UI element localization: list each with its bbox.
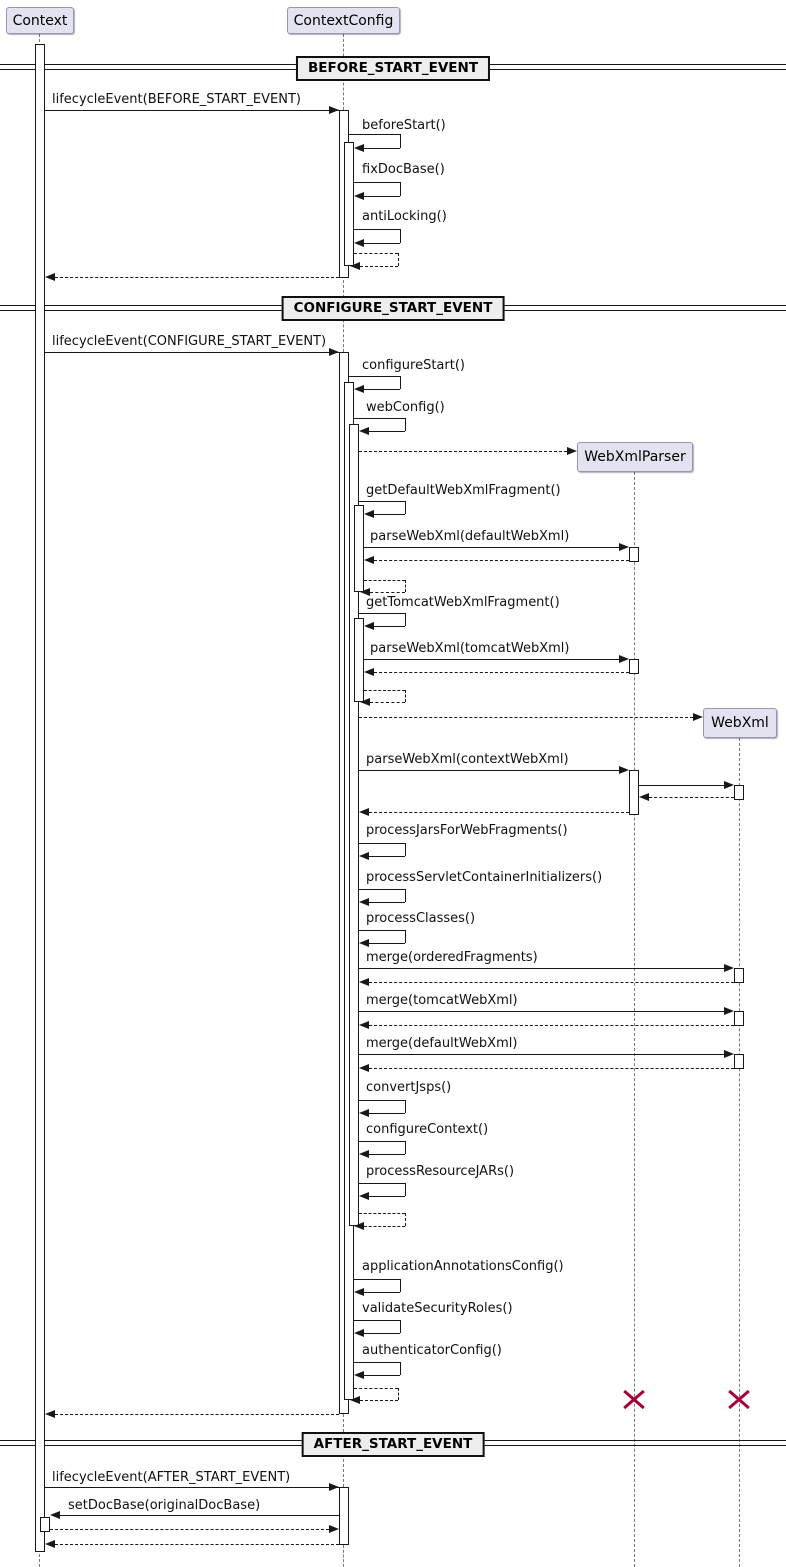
message-label: processClasses() xyxy=(366,911,476,926)
message-label: processServletContainerInitializers() xyxy=(366,870,603,885)
return-line xyxy=(369,982,734,983)
message-label: convertJsps() xyxy=(366,1080,452,1095)
return-line xyxy=(374,560,629,561)
return-line xyxy=(374,672,629,673)
self-call-line xyxy=(400,1320,401,1333)
self-call-line xyxy=(405,418,406,431)
self-call-line xyxy=(364,243,400,244)
self-call-line xyxy=(405,1141,406,1154)
self-call-line xyxy=(359,889,405,890)
participant-webxml: WebXml xyxy=(703,708,777,738)
arrowhead-right xyxy=(724,1007,734,1015)
arrowhead-right xyxy=(693,713,703,721)
activation-parser-parsetomcat xyxy=(629,659,639,674)
self-return-line xyxy=(360,266,398,267)
arrowhead-right xyxy=(724,781,734,789)
activation-webxml-parse xyxy=(734,785,744,800)
divider-before-start-event: BEFORE_START_EVENT xyxy=(296,56,490,81)
arrowhead-left xyxy=(354,1288,364,1296)
message-label: configureStart() xyxy=(362,358,465,373)
arrowhead-left xyxy=(45,273,55,281)
message-label: authenticatorConfig() xyxy=(362,1343,502,1358)
activation-parser-parsecontext xyxy=(629,770,639,815)
message-label: lifecycleEvent(BEFORE_START_EVENT) xyxy=(52,92,301,107)
self-call-line xyxy=(374,626,405,627)
return-line xyxy=(369,1068,734,1069)
self-return-line xyxy=(359,1213,405,1214)
message-label: getTomcatWebXmlFragment() xyxy=(366,595,560,610)
self-call-line xyxy=(400,182,401,196)
activation-context-setdocbase xyxy=(40,1517,50,1532)
arrowhead-left xyxy=(45,1540,55,1548)
self-call-line xyxy=(369,1113,405,1114)
self-call-line xyxy=(354,418,405,419)
activation-beforestart xyxy=(344,142,354,266)
message-label: webConfig() xyxy=(366,400,445,415)
self-call-line xyxy=(359,1183,405,1184)
self-call-line xyxy=(349,376,400,377)
message-label: beforeStart() xyxy=(362,118,446,133)
divider-configure-start-event: CONFIGURE_START_EVENT xyxy=(282,296,505,321)
self-call-line xyxy=(405,501,406,514)
self-call-line xyxy=(405,843,406,856)
arrowhead-left xyxy=(354,385,364,393)
message-label: parseWebXml(contextWebXml) xyxy=(366,752,569,767)
message-line xyxy=(359,1011,724,1012)
arrowhead-left xyxy=(364,510,374,518)
self-return-line xyxy=(405,580,406,592)
activation-webxml-mergetomcat xyxy=(734,1011,744,1026)
arrowhead-right xyxy=(329,1483,339,1491)
self-call-line xyxy=(359,930,405,931)
self-call-line xyxy=(369,431,405,432)
arrowhead-right xyxy=(619,766,629,774)
message-line xyxy=(45,110,339,111)
arrowhead-left xyxy=(354,239,364,247)
message-line xyxy=(359,968,724,969)
arrowhead-right xyxy=(567,447,577,455)
arrowhead-left xyxy=(359,1109,369,1117)
arrowhead-right xyxy=(619,543,629,551)
message-line xyxy=(639,785,724,786)
arrowhead-left xyxy=(350,1396,360,1404)
self-call-line xyxy=(400,1362,401,1375)
message-label: parseWebXml(tomcatWebXml) xyxy=(370,641,570,656)
return-line xyxy=(55,277,339,278)
self-call-line xyxy=(374,514,405,515)
lifeline-contextconfig xyxy=(343,1545,344,1567)
arrowhead-left xyxy=(359,978,369,986)
activation-gettomcatwebxmlfragment xyxy=(354,618,364,702)
arrowhead-right xyxy=(724,1050,734,1058)
create-line xyxy=(359,717,693,718)
self-call-line xyxy=(364,389,400,390)
self-call-line xyxy=(369,943,405,944)
self-return-line xyxy=(354,1388,398,1389)
self-call-line xyxy=(354,1320,400,1321)
self-call-line xyxy=(405,613,406,626)
message-label: setDocBase(originalDocBase) xyxy=(68,1498,261,1513)
activation-webxml-mergedefault xyxy=(734,1054,744,1069)
arrowhead-left xyxy=(360,698,370,706)
return-line xyxy=(55,1544,339,1545)
self-call-line xyxy=(369,1154,405,1155)
self-call-line xyxy=(364,1375,400,1376)
arrowhead-left xyxy=(364,556,374,564)
arrowhead-left xyxy=(354,1222,364,1230)
arrowhead-right xyxy=(619,655,629,663)
arrowhead-left xyxy=(639,793,649,801)
self-call-line xyxy=(364,148,400,149)
divider-after-start-event: AFTER_START_EVENT xyxy=(302,1432,485,1457)
message-label: merge(defaultWebXml) xyxy=(366,1036,518,1051)
self-return-line xyxy=(370,702,405,703)
self-call-line xyxy=(349,134,400,135)
self-return-line xyxy=(398,253,399,266)
self-call-line xyxy=(369,902,405,903)
arrowhead-left xyxy=(364,622,374,630)
self-call-line xyxy=(405,1183,406,1196)
arrowhead-left xyxy=(354,1329,364,1337)
message-label: validateSecurityRoles() xyxy=(362,1301,513,1316)
arrowhead-left xyxy=(364,668,374,676)
arrowhead-left xyxy=(50,1511,60,1519)
self-call-line xyxy=(364,1292,400,1293)
self-call-line xyxy=(359,501,405,502)
self-call-line xyxy=(400,376,401,389)
self-call-line xyxy=(364,196,400,197)
message-line xyxy=(364,659,619,660)
create-line xyxy=(359,451,567,452)
arrowhead-right xyxy=(329,1525,339,1533)
message-label: getDefaultWebXmlFragment() xyxy=(366,483,561,498)
arrowhead-right xyxy=(724,964,734,972)
self-return-line xyxy=(370,592,405,593)
participant-context: Context xyxy=(6,7,74,34)
message-line xyxy=(364,547,619,548)
return-line xyxy=(369,1025,734,1026)
self-call-line xyxy=(369,856,405,857)
arrowhead-left xyxy=(359,1192,369,1200)
message-line xyxy=(60,1515,339,1516)
self-return-line xyxy=(360,1400,398,1401)
message-label: configureContext() xyxy=(366,1122,489,1137)
self-call-line xyxy=(354,1362,400,1363)
message-label: lifecycleEvent(AFTER_START_EVENT) xyxy=(52,1470,291,1485)
return-line xyxy=(649,797,734,798)
arrowhead-left xyxy=(45,1410,55,1418)
message-label: applicationAnnotationsConfig() xyxy=(362,1259,564,1274)
return-line xyxy=(55,1414,339,1415)
self-call-line xyxy=(359,613,405,614)
arrowhead-left xyxy=(359,1064,369,1072)
message-label: processJarsForWebFragments() xyxy=(366,823,568,838)
activation-lifecycle-after xyxy=(339,1487,349,1545)
arrowhead-left xyxy=(359,1021,369,1029)
destroy-cross-webxmlparser xyxy=(623,1390,645,1410)
message-label: merge(orderedFragments) xyxy=(366,950,538,965)
self-call-line xyxy=(364,1333,400,1334)
message-line xyxy=(45,352,339,353)
self-call-line xyxy=(400,134,401,148)
arrowhead-left xyxy=(359,939,369,947)
participant-webxmlparser: WebXmlParser xyxy=(577,442,693,472)
arrowhead-left xyxy=(359,852,369,860)
destroy-cross-webxml xyxy=(728,1390,750,1410)
self-return-line xyxy=(364,580,405,581)
arrowhead-left xyxy=(354,144,364,152)
return-line xyxy=(369,812,629,813)
self-call-line xyxy=(359,1141,405,1142)
self-call-line xyxy=(359,843,405,844)
message-label: fixDocBase() xyxy=(362,162,445,177)
self-return-line xyxy=(405,690,406,702)
message-line xyxy=(45,1487,339,1488)
self-call-line xyxy=(405,1100,406,1113)
arrowhead-left xyxy=(359,808,369,816)
self-call-line xyxy=(400,1279,401,1292)
activation-parser-parsedefault xyxy=(629,547,639,562)
arrowhead-right xyxy=(329,348,339,356)
message-label: parseWebXml(defaultWebXml) xyxy=(370,529,570,544)
self-call-line xyxy=(359,1100,405,1101)
self-return-line xyxy=(364,690,405,691)
arrowhead-left xyxy=(359,1150,369,1158)
participant-contextconfig: ContextConfig xyxy=(287,7,400,34)
arrowhead-left xyxy=(359,427,369,435)
self-call-line xyxy=(400,229,401,243)
activation-getdefaultwebxmlfragment xyxy=(354,505,364,592)
message-line xyxy=(359,1054,724,1055)
message-label: antiLocking() xyxy=(362,209,447,224)
self-call-line xyxy=(369,1196,405,1197)
arrowhead-left xyxy=(350,262,360,270)
activation-webxml-mergeordered xyxy=(734,968,744,983)
message-label: processResourceJARs() xyxy=(366,1164,515,1179)
message-label: merge(tomcatWebXml) xyxy=(366,993,518,1008)
self-return-line xyxy=(398,1388,399,1400)
message-line xyxy=(359,770,619,771)
self-return-line xyxy=(364,1226,405,1227)
activation-context-main xyxy=(35,44,45,1552)
self-call-line xyxy=(354,182,400,183)
message-label: lifecycleEvent(CONFIGURE_START_EVENT) xyxy=(52,334,327,349)
arrowhead-left xyxy=(359,898,369,906)
arrowhead-left xyxy=(354,192,364,200)
self-return-line xyxy=(354,253,398,254)
arrowhead-right xyxy=(329,106,339,114)
self-call-line xyxy=(405,889,406,902)
self-return-line xyxy=(405,1213,406,1226)
return-line xyxy=(50,1529,329,1530)
self-call-line xyxy=(354,1279,400,1280)
arrowhead-left xyxy=(354,1371,364,1379)
self-call-line xyxy=(405,930,406,943)
self-call-line xyxy=(354,229,400,230)
